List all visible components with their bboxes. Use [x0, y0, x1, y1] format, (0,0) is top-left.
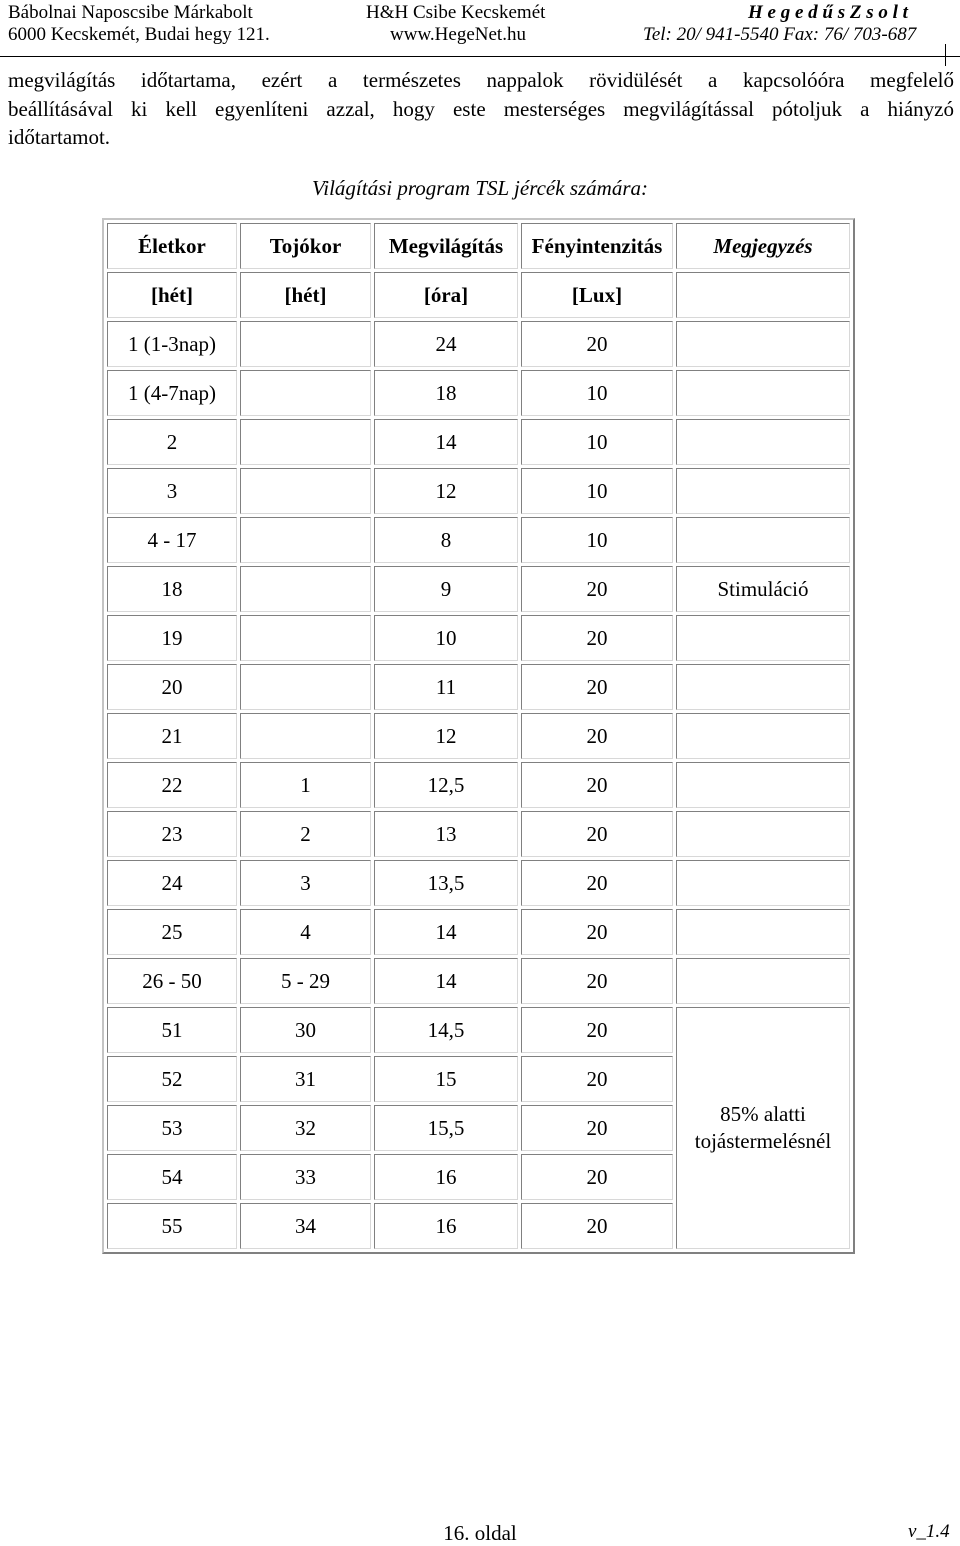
- cell-age: 1 (1-3nap): [107, 321, 237, 367]
- paragraph-line: beállításával ki kell egyenlíteni azzal, hogy este mesterséges megvilágítással pótoljuk a hiányzó: [8, 96, 954, 121]
- cell-age: 52: [107, 1056, 237, 1102]
- cell-intensity: 20: [521, 958, 673, 1004]
- header-cell-age: Életkor: [107, 223, 237, 269]
- cell-laying-age: [240, 566, 371, 612]
- cell-lighting: 14: [374, 419, 518, 465]
- table-row: [107, 762, 850, 808]
- page-header: [0, 0, 960, 58]
- cell-laying-age: [240, 713, 371, 759]
- paragraph-line: időtartamot.: [8, 125, 111, 149]
- unit-cell-note: [676, 272, 850, 318]
- cell-laying-age: 34: [240, 1203, 371, 1249]
- cell-age: 20: [107, 664, 237, 710]
- merged-note-cell: [676, 1007, 850, 1249]
- cell-age: 54: [107, 1154, 237, 1200]
- contact-phone-fax: Tel: 20/ 941-5540 Fax: 76/ 703-687: [643, 24, 917, 45]
- shop-name: Bábolnai Naposcsibe Márkabolt: [8, 2, 253, 23]
- unit-cell-laying-age: [hét]: [240, 272, 371, 318]
- cell-lighting: 8: [374, 517, 518, 563]
- table-row: [107, 909, 850, 955]
- cell-note: [676, 664, 850, 710]
- cell-note: [676, 713, 850, 759]
- table-units-row: [107, 272, 850, 318]
- cell-age: 26 - 50: [107, 958, 237, 1004]
- company-name: H&H Csibe Kecskemét: [366, 2, 546, 23]
- cell-age: 1 (4-7nap): [107, 370, 237, 416]
- cell-intensity: 20: [521, 615, 673, 661]
- cell-intensity: 20: [521, 860, 673, 906]
- cell-intensity: 20: [521, 762, 673, 808]
- table-row: [107, 370, 850, 416]
- header-cell-laying-age: Tojókor: [240, 223, 371, 269]
- cell-lighting: 15: [374, 1056, 518, 1102]
- cell-laying-age: 31: [240, 1056, 371, 1102]
- cell-age: 18: [107, 566, 237, 612]
- cell-laying-age: [240, 419, 371, 465]
- cell-intensity: 10: [521, 419, 673, 465]
- table-caption: Világítási program TSL jércék számára:: [311, 176, 648, 200]
- cell-lighting: 24: [374, 321, 518, 367]
- cell-age: 2: [107, 419, 237, 465]
- cell-lighting: 11: [374, 664, 518, 710]
- cell-note: [676, 468, 850, 514]
- cell-laying-age: 1: [240, 762, 371, 808]
- header-cell-intensity: Fényintenzitás: [521, 223, 673, 269]
- cell-intensity: 20: [521, 1105, 673, 1151]
- cell-lighting: 12: [374, 468, 518, 514]
- cell-lighting: 18: [374, 370, 518, 416]
- cell-note: [676, 762, 850, 808]
- merged-note-line: tojástermelésnél: [694, 1129, 832, 1153]
- cell-age: 51: [107, 1007, 237, 1053]
- cell-laying-age: 30: [240, 1007, 371, 1053]
- cell-intensity: 20: [521, 713, 673, 759]
- owner-name: H e g e d ű s Z s o l t: [748, 2, 908, 23]
- cell-note: [676, 615, 850, 661]
- cell-note: [676, 419, 850, 465]
- cell-note: Stimuláció: [676, 566, 850, 612]
- cell-lighting: 9: [374, 566, 518, 612]
- cell-lighting: 13,5: [374, 860, 518, 906]
- cell-laying-age: [240, 370, 371, 416]
- cell-laying-age: 4: [240, 909, 371, 955]
- cell-age: 22: [107, 762, 237, 808]
- cell-age: 55: [107, 1203, 237, 1249]
- cell-intensity: 20: [521, 1007, 673, 1053]
- cell-lighting: 16: [374, 1154, 518, 1200]
- cell-laying-age: 5 - 29: [240, 958, 371, 1004]
- cell-lighting: 16: [374, 1203, 518, 1249]
- cell-laying-age: 32: [240, 1105, 371, 1151]
- table-row: [107, 664, 850, 710]
- cell-note: [676, 321, 850, 367]
- cell-lighting: 14,5: [374, 1007, 518, 1053]
- website-link[interactable]: www.HegeNet.hu: [390, 24, 526, 45]
- cell-lighting: 15,5: [374, 1105, 518, 1151]
- cell-lighting: 12,5: [374, 762, 518, 808]
- table-header-row: [107, 223, 850, 269]
- cell-note: [676, 958, 850, 1004]
- cell-note: [676, 811, 850, 857]
- table-row: [107, 860, 850, 906]
- table-row: [107, 713, 850, 759]
- cell-age: 21: [107, 713, 237, 759]
- cell-note: [676, 909, 850, 955]
- header-rule-tick: [945, 44, 946, 66]
- cell-lighting: 14: [374, 958, 518, 1004]
- table-row: [107, 419, 850, 465]
- cell-intensity: 10: [521, 370, 673, 416]
- table-row: [107, 566, 850, 612]
- cell-laying-age: [240, 468, 371, 514]
- paragraph-line: megvilágítás időtartama, ezért a természetes nappalok rövidülését a kapcsolóóra megfelelő: [8, 68, 954, 92]
- cell-laying-age: 2: [240, 811, 371, 857]
- cell-lighting: 14: [374, 909, 518, 955]
- cell-age: 19: [107, 615, 237, 661]
- header-cell-note: Megjegyzés: [676, 223, 850, 269]
- cell-age: 53: [107, 1105, 237, 1151]
- cell-age: 24: [107, 860, 237, 906]
- cell-intensity: 10: [521, 468, 673, 514]
- cell-intensity: 20: [521, 1154, 673, 1200]
- cell-laying-age: 3: [240, 860, 371, 906]
- cell-intensity: 20: [521, 1203, 673, 1249]
- cell-laying-age: 33: [240, 1154, 371, 1200]
- cell-laying-age: [240, 517, 371, 563]
- cell-lighting: 10: [374, 615, 518, 661]
- table-row: [107, 615, 850, 661]
- table-row: [107, 321, 850, 367]
- table-row: [107, 811, 850, 857]
- cell-lighting: 13: [374, 811, 518, 857]
- cell-intensity: 20: [521, 566, 673, 612]
- cell-note: [676, 370, 850, 416]
- cell-intensity: 20: [521, 321, 673, 367]
- cell-note: [676, 860, 850, 906]
- page-number: 16. oldal: [443, 1521, 517, 1545]
- cell-intensity: 20: [521, 811, 673, 857]
- header-rule: [0, 56, 960, 57]
- body-paragraph: [8, 66, 954, 152]
- document-version: v_1.4: [908, 1521, 950, 1542]
- header-cell-lighting: Megvilágítás: [374, 223, 518, 269]
- table-row: [107, 1007, 850, 1053]
- cell-intensity: 20: [521, 909, 673, 955]
- cell-laying-age: [240, 615, 371, 661]
- cell-age: 3: [107, 468, 237, 514]
- cell-intensity: 20: [521, 664, 673, 710]
- unit-cell-age: [hét]: [107, 272, 237, 318]
- table-row: [107, 958, 850, 1004]
- unit-cell-lighting: [óra]: [374, 272, 518, 318]
- cell-lighting: 12: [374, 713, 518, 759]
- cell-intensity: 20: [521, 1056, 673, 1102]
- cell-note: [676, 517, 850, 563]
- cell-age: 4 - 17: [107, 517, 237, 563]
- lighting-program-table: [102, 218, 855, 1254]
- cell-age: 23: [107, 811, 237, 857]
- table-row: [107, 517, 850, 563]
- cell-laying-age: [240, 321, 371, 367]
- shop-address: 6000 Kecskemét, Budai hegy 121.: [8, 24, 270, 45]
- cell-intensity: 10: [521, 517, 673, 563]
- cell-age: 25: [107, 909, 237, 955]
- unit-cell-intensity: [Lux]: [521, 272, 673, 318]
- cell-laying-age: [240, 664, 371, 710]
- table-row: [107, 468, 850, 514]
- merged-note-line: 85% alatti: [720, 1102, 806, 1126]
